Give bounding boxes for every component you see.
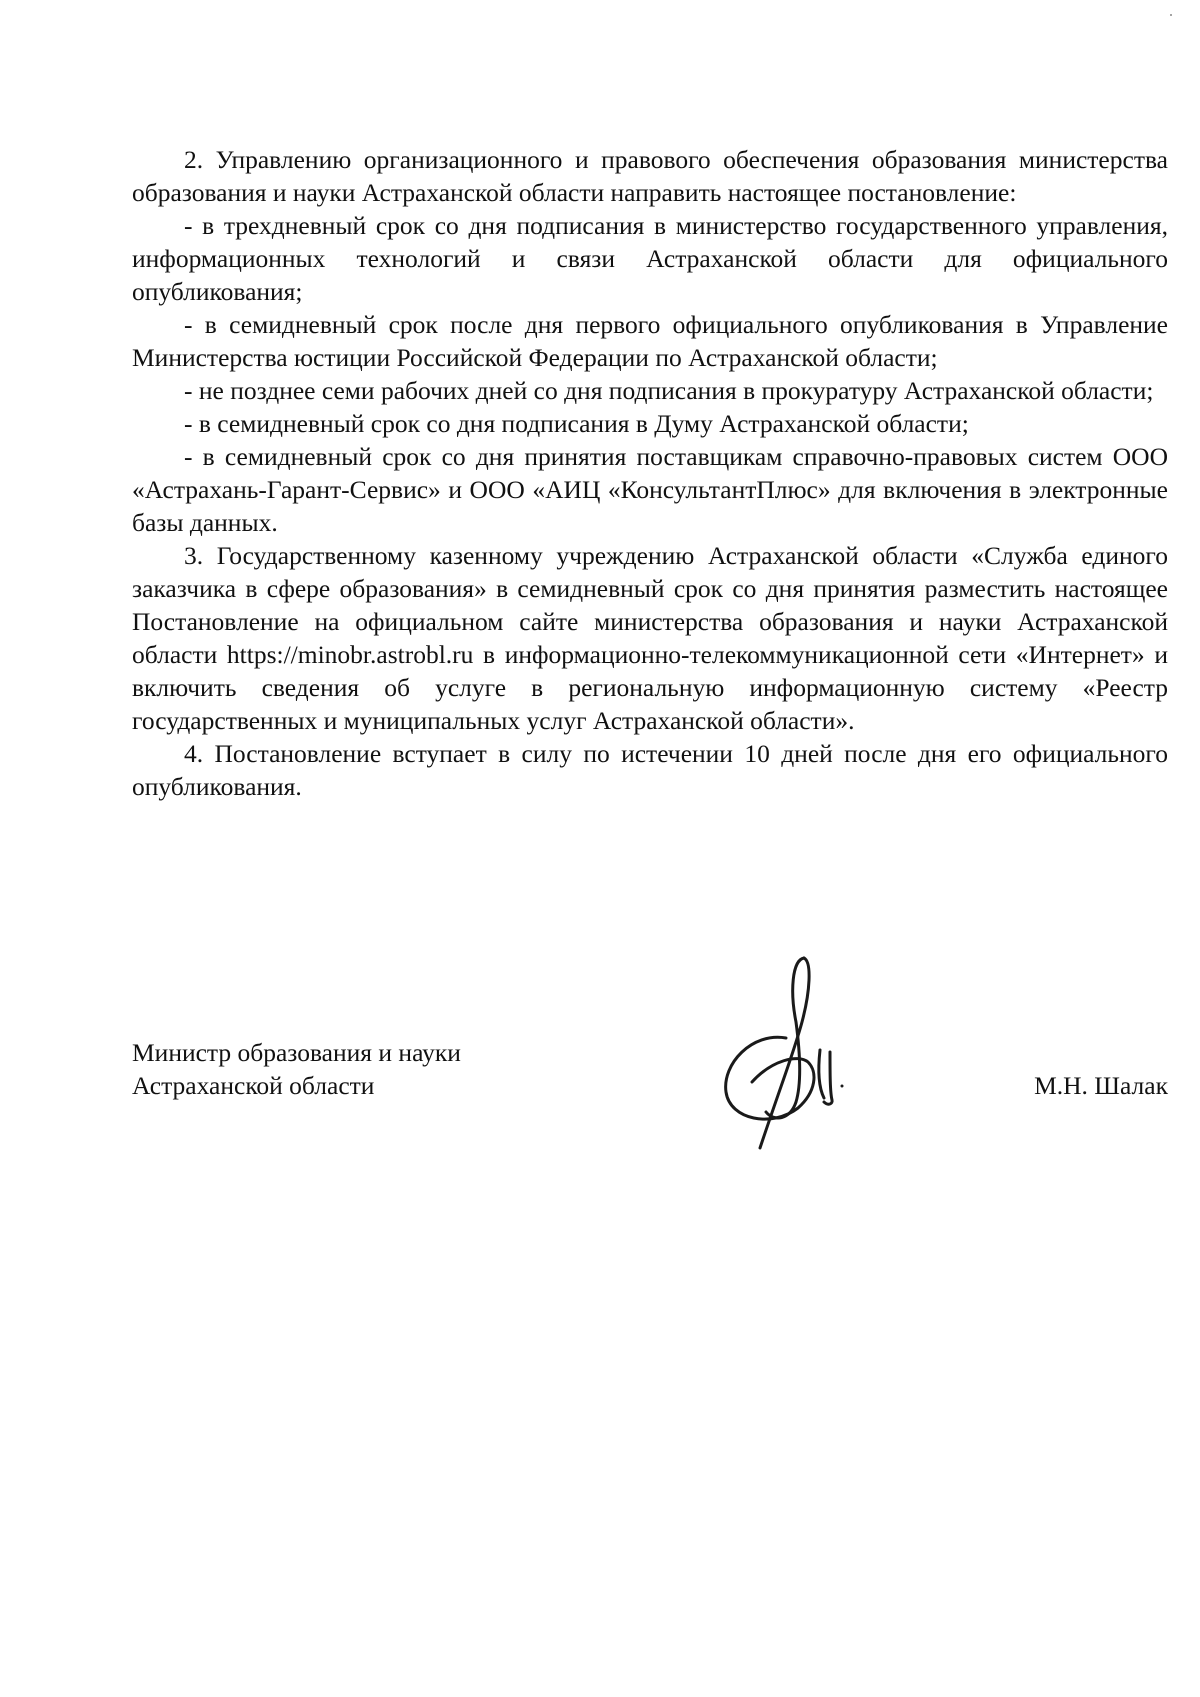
paragraph-2-item-3: - не позднее семи рабочих дней со дня подписания в прокуратуру Астраханской области; <box>184 376 1154 405</box>
signatory-title <box>132 1036 461 1102</box>
paragraph-2: 2. Управлению организационного и правового обеспечения образования министерства образования и науки Астраханской области направить настоящее постановление: <box>132 145 1168 207</box>
handwritten-signature <box>712 952 872 1152</box>
paragraph-4: 4. Постановление вступает в силу по истечении 10 дней после дня его официального опубликования. <box>132 739 1168 801</box>
signature-block <box>132 1036 1168 1176</box>
paragraph-2-item-1: - в трехдневный срок со дня подписания в министерство государственного управления, информационных технологий и связи Астраханской области для официального опубликования; <box>132 211 1168 306</box>
paragraph-3: 3. Государственному казенному учреждению Астраханской области «Служба единого заказчика в сфере образования» в семидневный срок со дня принятия разместить настоящее Постановление на официальном сайте министерства образования и науки Астраханской области https://minobr.astrobl.ru в информационно-телекоммуникационной сети «Интернет» и включить сведения об услуге в региональную информационную систему «Реестр государственных и муниципальных услуг Астраханской области». <box>132 541 1168 735</box>
document-body <box>132 143 1168 803</box>
signatory-title-line-2: Астраханской области <box>132 1071 375 1100</box>
paragraph-2-item-4: - в семидневный срок со дня подписания в Думу Астраханской области; <box>184 409 969 438</box>
scan-speck <box>1170 14 1172 16</box>
signatory-title-line-1: Министр образования и науки <box>132 1038 461 1067</box>
paragraph-2-item-5: - в семидневный срок со дня принятия поставщикам справочно-правовых систем ООО «Астрахань-Гарант-Сервис» и ООО «АИЦ «КонсультантПлюс» для включения в электронные базы данных. <box>132 442 1168 537</box>
paragraph-2-item-2: - в семидневный срок после дня первого официального опубликования в Управление Министерства юстиции Российской Федерации по Астраханской области; <box>132 310 1168 372</box>
signatory-name: М.Н. Шалак <box>1034 1071 1168 1100</box>
